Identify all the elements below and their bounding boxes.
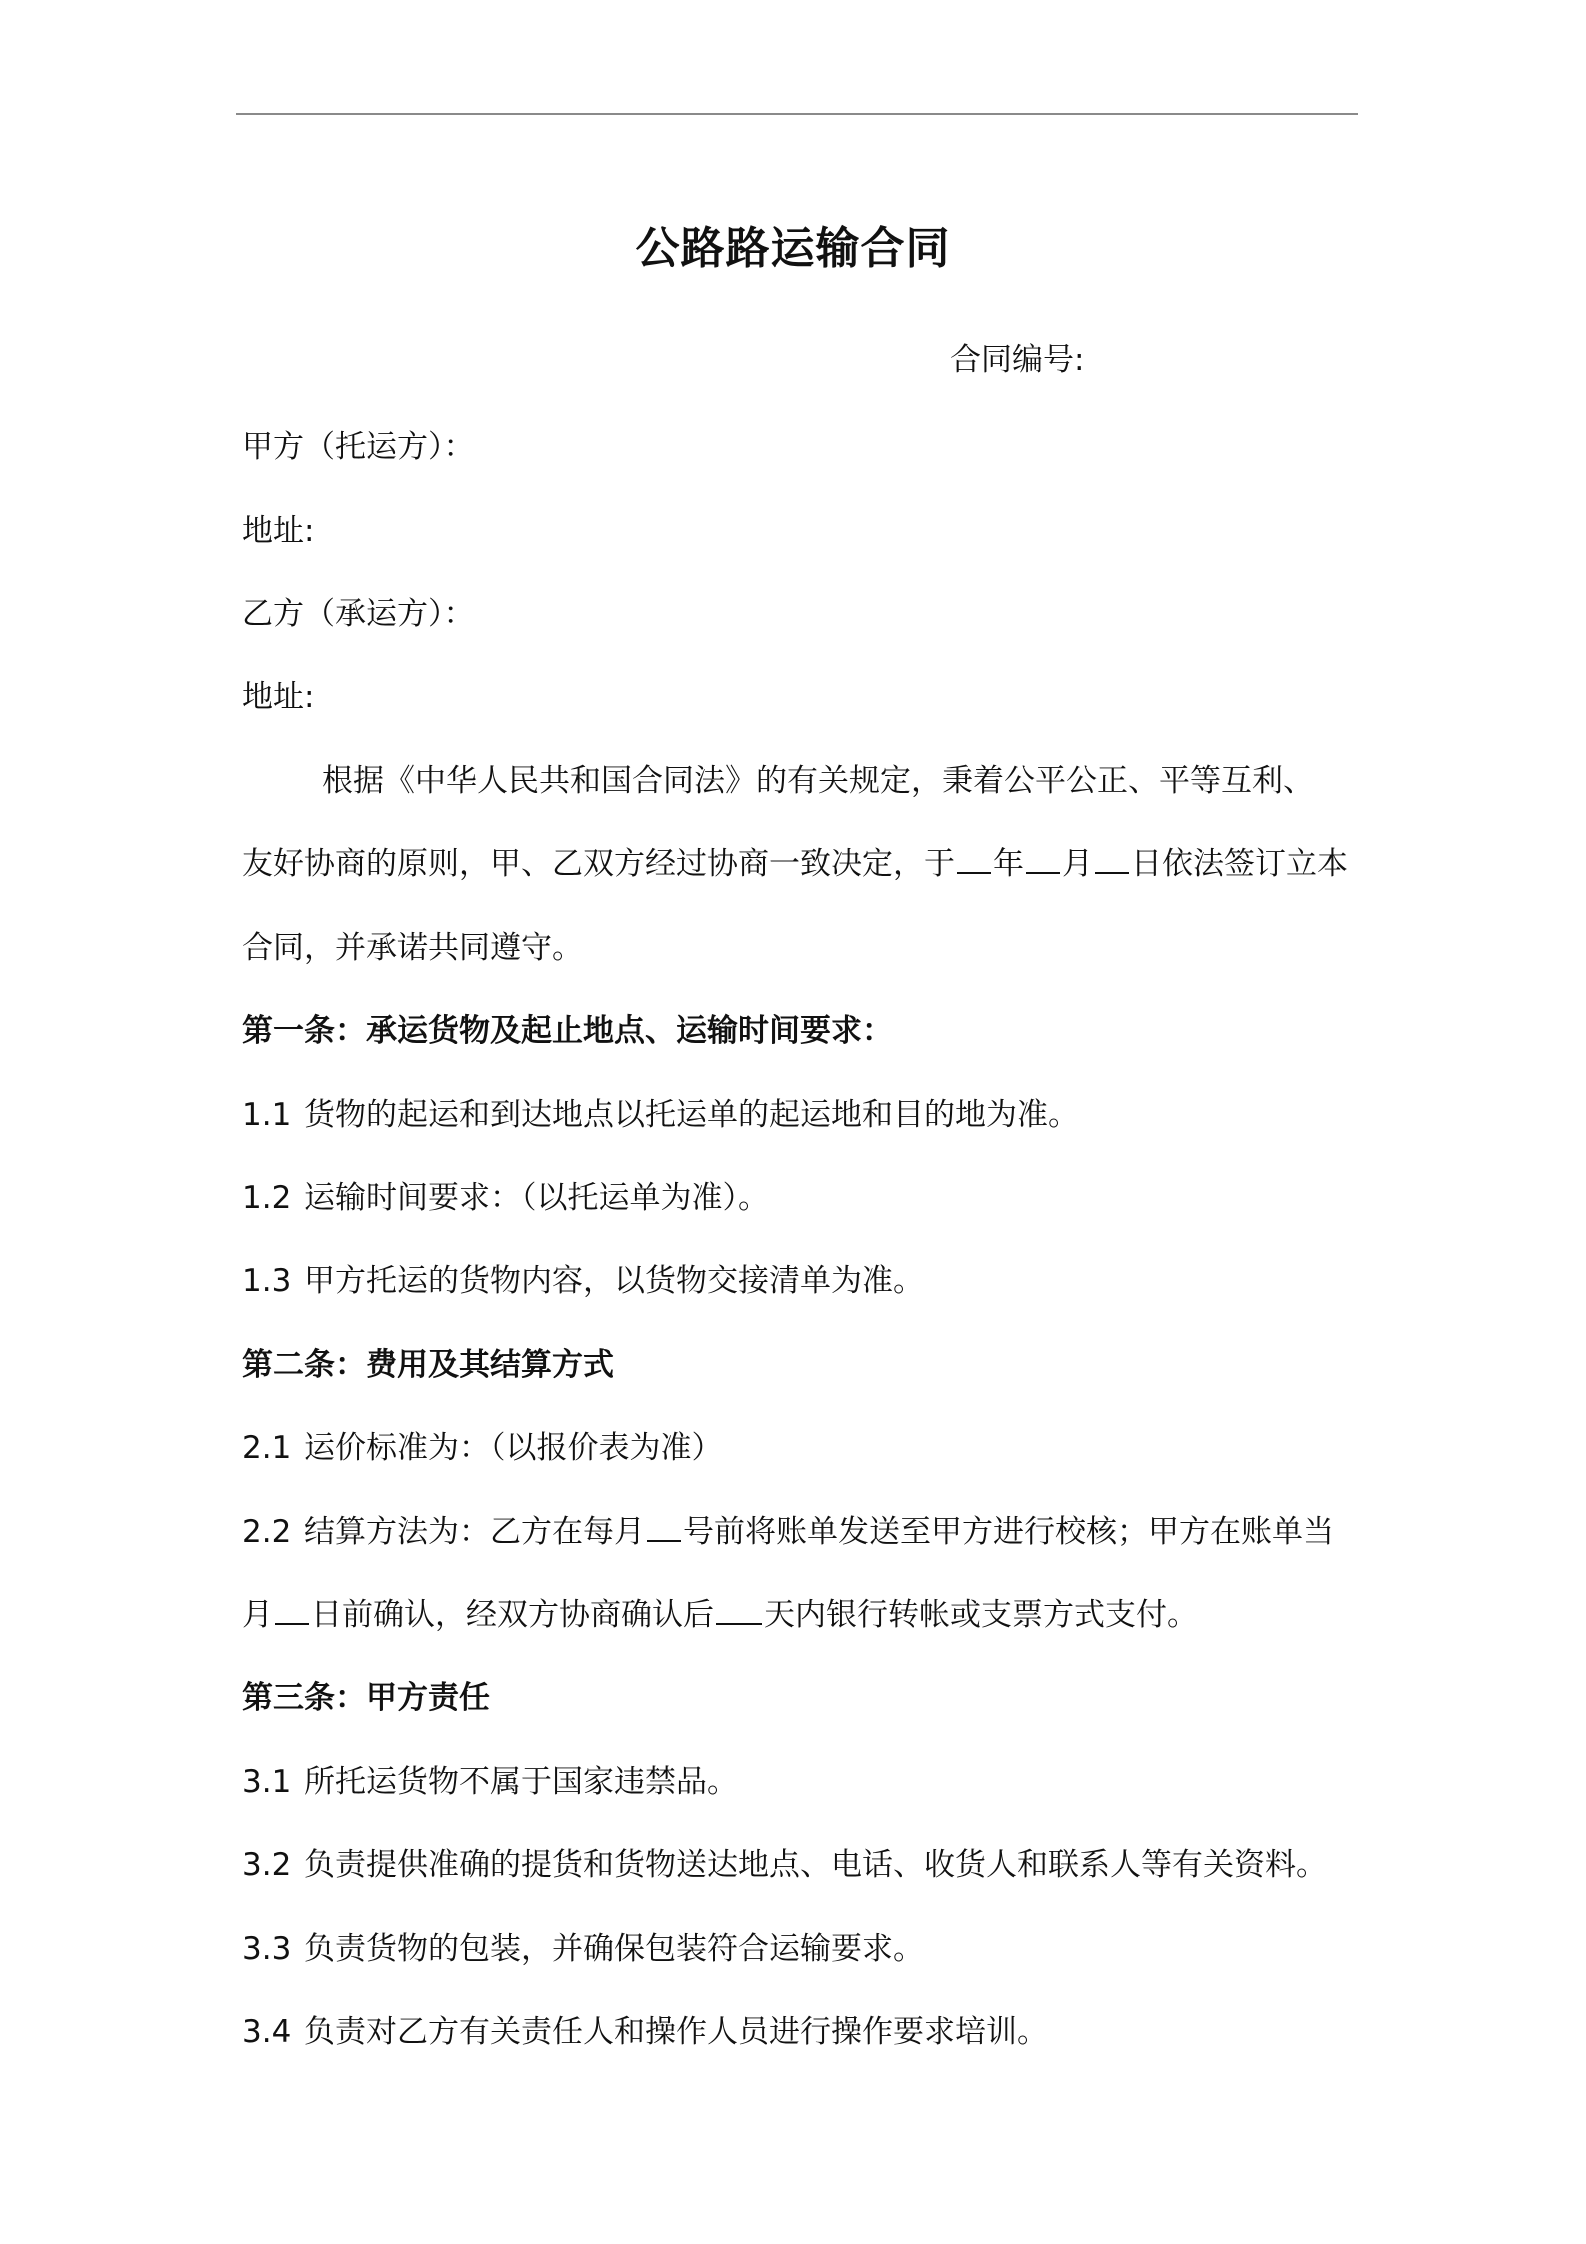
- preamble-line-3: 合同，并承诺共同遵守。: [242, 930, 583, 966]
- clause-2-2-continued: [242, 1589, 1198, 1634]
- year-label: 年: [993, 846, 1024, 882]
- clause-number: 1.3: [242, 1263, 292, 1299]
- confirm-day-blank: [275, 1595, 309, 1625]
- clause-number: 3.3: [242, 1931, 292, 1967]
- party-a-address-label: 地址:: [242, 513, 315, 549]
- month-blank: [1026, 844, 1060, 874]
- clause-text: 运价标准为：（以报价表为准）: [304, 1430, 723, 1466]
- clause-1-3: [242, 1255, 924, 1300]
- month-label: 月: [1062, 846, 1093, 882]
- preamble-line-2: [242, 838, 1348, 883]
- party-b-address-label: 地址:: [242, 679, 315, 715]
- article-2-heading: 第二条：费用及其结算方式: [242, 1347, 614, 1383]
- clause-text: 号前将账单发送至甲方进行校核；甲方在账单当: [683, 1514, 1334, 1550]
- clause-1-1: [242, 1089, 1079, 1134]
- party-a-label: 甲方（托运方）：: [242, 429, 475, 465]
- clause-number: 3.2: [242, 1847, 292, 1883]
- clause-number: 1.2: [242, 1180, 292, 1216]
- clause-number: 1.1: [242, 1097, 292, 1133]
- clause-3-2: [242, 1839, 1327, 1884]
- clause-text: 甲方托运的货物内容，以货物交接清单为准。: [304, 1263, 924, 1299]
- clause-number: 2.1: [242, 1430, 292, 1466]
- clause-text: 天内银行转帐或支票方式支付。: [764, 1597, 1198, 1633]
- clause-2-2: [242, 1506, 1334, 1551]
- clause-text: 货物的起运和到达地点以托运单的起运地和目的地为准。: [304, 1097, 1079, 1133]
- party-b-label: 乙方（承运方）：: [242, 596, 475, 632]
- article-1-heading: 第一条：承运货物及起止地点、运输时间要求：: [242, 1013, 893, 1049]
- payment-days-blank: [716, 1595, 762, 1625]
- clause-3-1: [242, 1756, 738, 1801]
- clause-1-2: [242, 1172, 769, 1217]
- clause-text: 所托运货物不属于国家违禁品。: [304, 1764, 738, 1800]
- clause-3-3: [242, 1923, 924, 1968]
- header-rule: [236, 113, 1358, 115]
- clause-text: 日前确认，经双方协商确认后: [311, 1597, 714, 1633]
- clause-number: 3.1: [242, 1764, 292, 1800]
- clause-2-1: [242, 1422, 723, 1467]
- clause-number: 3.4: [242, 2014, 292, 2050]
- clause-3-4: [242, 2006, 1048, 2051]
- clause-text: 运输时间要求：（以托运单为准）。: [304, 1180, 769, 1216]
- year-blank: [957, 844, 991, 874]
- day-blank: [1095, 844, 1129, 874]
- article-3-heading: 第三条：甲方责任: [242, 1680, 490, 1716]
- day-of-month-blank: [647, 1512, 681, 1542]
- document-title: 公路路运输合同: [635, 223, 951, 274]
- clause-text: 负责提供准确的提货和货物送达地点、电话、收货人和联系人等有关资料。: [304, 1847, 1327, 1883]
- clause-number: 2.2: [242, 1514, 292, 1550]
- clause-text: 负责货物的包装，并确保包装符合运输要求。: [304, 1931, 924, 1967]
- preamble-text: 友好协商的原则，甲、乙双方经过协商一致决定，于: [242, 846, 955, 882]
- preamble-line-1: 根据《中华人民共和国合同法》的有关规定，秉着公平公正、平等互利、: [322, 763, 1314, 799]
- clause-text: 负责对乙方有关责任人和操作人员进行操作要求培训。: [304, 2014, 1048, 2050]
- day-label-text: 日依法签订立本: [1131, 846, 1348, 882]
- clause-text: 结算方法为：乙方在每月: [304, 1514, 645, 1550]
- contract-number-label: 合同编号:: [950, 342, 1085, 378]
- clause-text: 月: [242, 1597, 273, 1633]
